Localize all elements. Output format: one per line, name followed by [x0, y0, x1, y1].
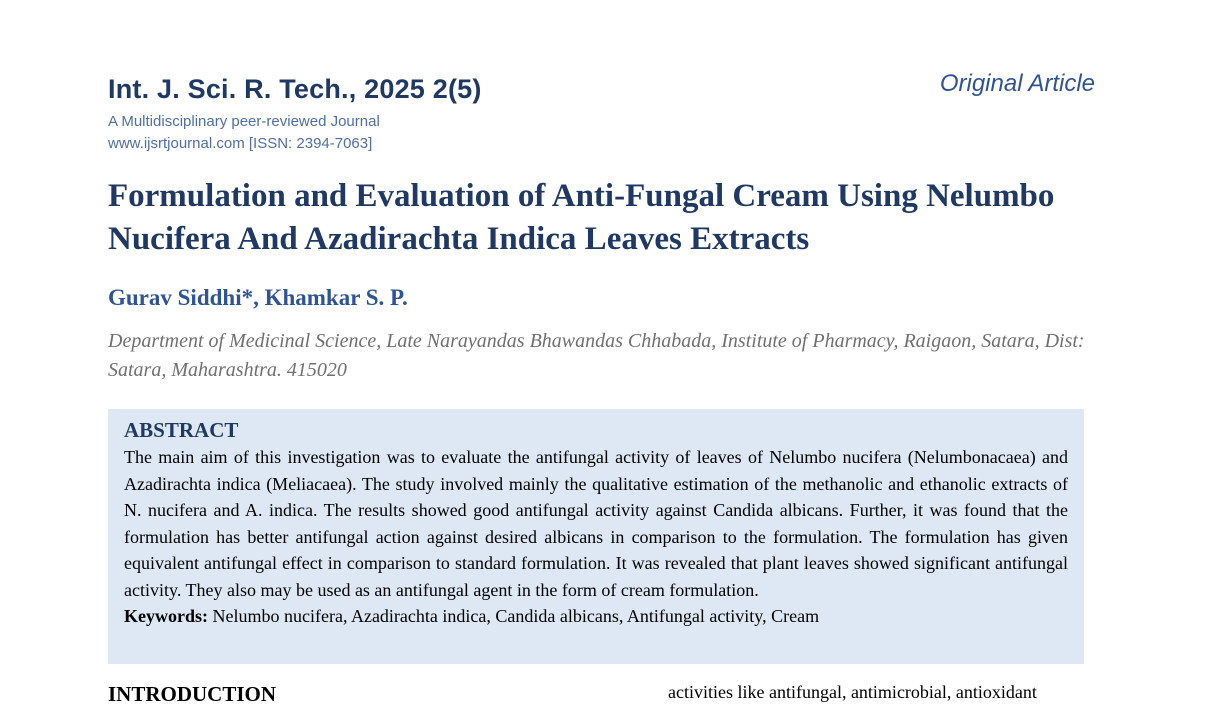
- journal-url-issn[interactable]: www.ijsrtjournal.com [ISSN: 2394-7063]: [108, 135, 373, 152]
- abstract-section: [108, 409, 1084, 664]
- introduction-heading: INTRODUCTION: [108, 682, 277, 706]
- abstract-text: The main aim of this investigation was to evaluate the antifungal activity of leaves of Nelumbo nucifera (Nelumbonacaea) and Azadirachta indica (Meliacaea). The study involved mainly the qualitative estimation of the methanolic and ethanolic extracts of N. nucifera and A. indica. The results showed good antifungal activity against Candida albicans. Further, it was found that the formulation has better antifungal action against desired albicans in comparison to the formulation. The formulation has given equivalent antifungal effect in comparison to standard formulation. It was revealed that plant leaves showed significant antifungal activity. They also may be used as an antifungal agent in the form of cream formulation.: [124, 447, 1068, 600]
- keywords-label: Keywords:: [124, 606, 208, 626]
- author-affiliation: Department of Medicinal Science, Late Narayandas Bhawandas Chhabada, Institute of Pharmacy, Raigaon, Satara, Dist: Satara, Maharashtra. 415020: [108, 330, 1085, 381]
- paper-title: Formulation and Evaluation of Anti-Fungal Cream Using Nelumbo Nucifera And Azadirachta Indica Leaves Extracts: [108, 178, 1055, 257]
- abstract-heading: ABSTRACT: [124, 418, 239, 442]
- keywords-list: Nelumbo nucifera, Azadirachta indica, Candida albicans, Antifungal activity, Cream: [212, 606, 820, 626]
- journal-tagline: A Multidisciplinary peer-reviewed Journal: [108, 113, 380, 130]
- keywords-line: [124, 603, 1068, 630]
- intro-column-text: activities like antifungal, antimicrobial, antioxidant: [668, 682, 1037, 702]
- article-type-label: Original Article: [939, 70, 1095, 97]
- paper-authors: Gurav Siddhi*, Khamkar S. P.: [108, 285, 408, 310]
- journal-citation: Int. J. Sci. R. Tech., 2025 2(5): [108, 74, 482, 104]
